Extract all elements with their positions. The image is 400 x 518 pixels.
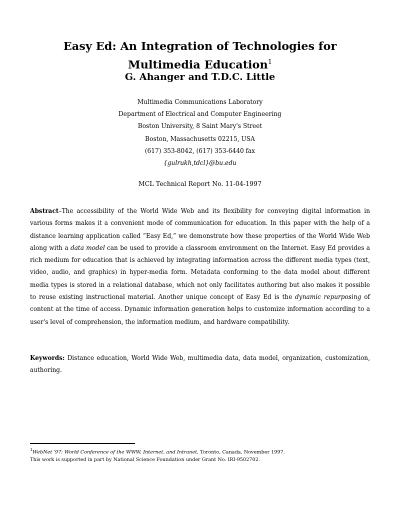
abstract-text-3: of content at the time of access. Dynamic information generation helps to customize information according to a user's level of comprehension, the information medium, and hardware compatibility. bbox=[30, 294, 370, 326]
affiliation-department: Department of Electrical and Computer Engineering bbox=[118, 111, 282, 119]
affiliation-phone: (617) 353-8042, (617) 353-6440 fax bbox=[144, 147, 256, 155]
title-line-1: Easy Ed: An Integration of Technologies for bbox=[63, 39, 337, 53]
affiliation-street: Boston University, 8 Saint Mary's Street bbox=[137, 123, 263, 131]
footnote bbox=[30, 446, 375, 464]
abstract-emphasis-dynamic-repurposing: dynamic repurposing bbox=[295, 294, 362, 302]
footnote-venue: WebNet '97: World Conference of the WWW, Internet, and Intranet bbox=[32, 449, 198, 456]
title-line-2 bbox=[40, 54, 360, 73]
report-number: MCL Technical Report No. 11-04-1997 bbox=[138, 181, 262, 188]
affiliation-block bbox=[40, 97, 360, 170]
footnote-text-1: , Toronto, Canada, November 1997. bbox=[197, 449, 285, 456]
paper-title bbox=[40, 38, 360, 73]
abstract-label: Abstract bbox=[30, 208, 59, 215]
keywords-label: Keywords: bbox=[30, 355, 65, 362]
footnote-rule bbox=[30, 443, 135, 444]
abstract bbox=[30, 206, 370, 329]
title-footnote-mark: 1 bbox=[267, 58, 273, 66]
title-line-2-text: Multimedia Education bbox=[127, 57, 268, 72]
abstract-emphasis-data-model: data model bbox=[70, 244, 105, 252]
footnote-mark: 1 bbox=[30, 447, 33, 452]
abstract-text-2: can be used to provide a classroom environment on the Internet. Easy Ed provides a rich medium for education that is achieved by integrating information across the different media types (text, video, audio, and graphics) in hyper-media form. Metadata conforming to the data model about different media types is stored in a relational database, which not only facilitates authoring but also makes it possible to reuse existing instructional material. Another unique concept of Easy Ed is the bbox=[30, 244, 370, 302]
footnote-grant: This work is supported in part by National Science Foundation under Grant No. IRI-9502702. bbox=[30, 457, 260, 464]
affiliation-email: {gulrukh,tdcl}@bu.edu bbox=[163, 160, 237, 168]
keywords-text: Distance education, World Wide Web, multimedia data, data model, organization, customization, authoring. bbox=[30, 355, 370, 375]
abstract-text-1: –The accessibility of the World Wide Web and its flexibility for conveying digital information in various forms makes it a convenient mode of communication for education. In this paper with the help of a distance learning application called “Easy Ed,” we demonstrate how these properties of the World Wide Web along with a bbox=[30, 208, 370, 252]
footnote-line-1 bbox=[30, 446, 375, 457]
affiliation-city: Boston, Massachusetts 02215, USA bbox=[145, 135, 255, 143]
authors: G. Ahanger and T.D.C. Little bbox=[124, 72, 276, 83]
keywords bbox=[30, 353, 370, 378]
affiliation-lab: Multimedia Communications Laboratory bbox=[137, 99, 263, 106]
